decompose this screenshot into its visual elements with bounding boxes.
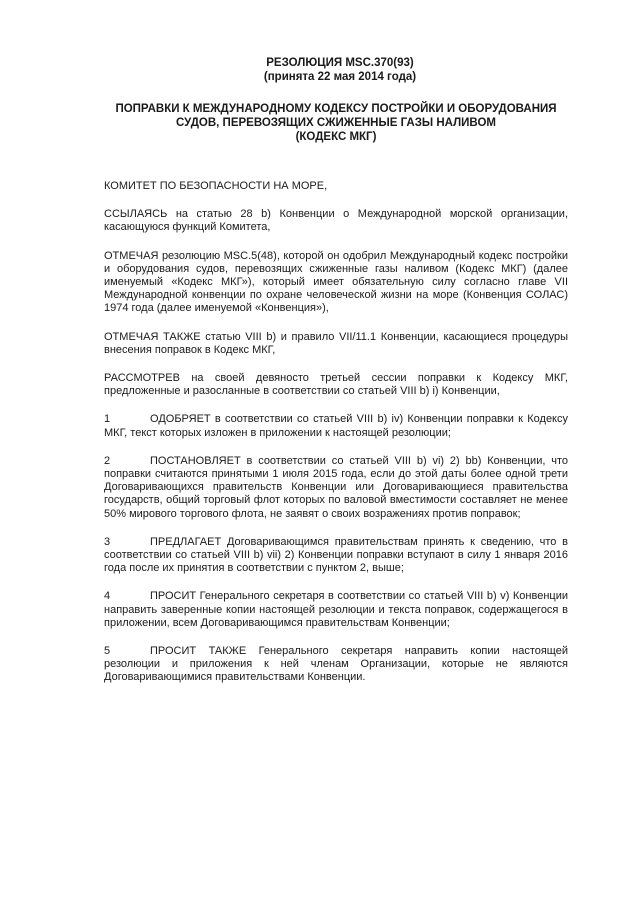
operative-text: в соответствии со статьей VIII b) iv) Конвенции поправки к Кодексу МКГ, текст которых изложен в приложении к настоящей резолюции; (104, 413, 568, 439)
resolution-header (112, 56, 568, 84)
committee-heading: КОМИТЕТ ПО БЕЗОПАСНОСТИ НА МОРЕ, (104, 180, 328, 192)
paragraph-number: 4 (104, 590, 111, 603)
operative-lead: ОДОБРЯЕТ (150, 413, 211, 426)
operative-text: Генерального секретаря направить копии настоящей резолюции и приложения к ней членам Организации, которые не являются Договаривающимися правительствами Конвенции. (104, 645, 568, 684)
adoption-date: (принята 22 мая 2014 года) (263, 71, 417, 83)
preamble-text: резолюцию MSC.5(48), которой он одобрил Международный кодекс постройки и оборудования судов, перевозящих сжиженные газы наливом (Кодекс МКГ) (далее именуемый «Кодекс МКГ»), который имеет обязательную силу согласно главе VII Международной конвенции по охране человеческой жизни на море (Конвенция СОЛАС) 1974 года (далее именуемой «Конвенция»), (104, 249, 568, 315)
operative-lead: ПРОСИТ ТАКЖЕ (150, 645, 247, 658)
preamble-lead: РАССМОТРЕВ (104, 372, 180, 385)
preamble-text: статью VIII b) и правило VII/11.1 Конвенции, касающиеся процедуры внесения поправок в Кодекс МКГ, (104, 330, 568, 356)
operative-lead: ПРЕДЛАГАЕТ (150, 535, 222, 548)
preamble-text: на статью 28 b) Конвенции о Международной морской организации, касающуюся функций Комитета, (104, 208, 568, 234)
preamble-paragraph (104, 331, 568, 357)
paragraph-number: 3 (104, 535, 111, 548)
paragraph-number: 2 (104, 454, 111, 467)
paragraph-number: 5 (104, 645, 111, 658)
document-title (104, 102, 568, 144)
preamble-paragraph (104, 208, 568, 234)
operative-lead: ПОСТАНОВЛЯЕТ (150, 454, 241, 467)
preamble-text: на своей девяносто третьей сессии поправки к Кодексу МКГ, предложенные и разосланные в соответствии со статьей VIII b) i) Конвенции, (104, 372, 568, 398)
preamble-lead: ОТМЕЧАЯ (104, 249, 159, 262)
title-line-2: СУДОВ, ПЕРЕВОЗЯЩИХ СЖИЖЕННЫЕ ГАЗЫ НАЛИВОМ (176, 117, 496, 129)
preamble-lead: ССЫЛАЯСЬ (104, 208, 168, 221)
operative-text: в соответствии со статьей VIII b) vi) 2) bb) Конвенции, что поправки считаются принятыми 1 июля 2015 года, если до этой даты более одной трети Договаривающихся правительств Конвенции или Договаривающиеся правительства государств, общий торговый флот которых по валовой вместимости составляет не менее 50% мирового торгового флота, не заявят о своих возражениях против поправок; (104, 454, 568, 520)
resolution-number: РЕЗОЛЮЦИЯ MSC.370(93) (266, 57, 414, 69)
operative-paragraph-5 (104, 645, 568, 685)
operative-paragraph-4 (104, 590, 568, 630)
operative-text: Генерального секретаря в соответствии со статьей VIII b) v) Конвенции направить заверенные копии настоящей резолюции и текста поправок, содержащегося в приложении, всем Договаривающимся правительствам Конвенции; (104, 590, 568, 629)
operative-text: Договаривающимся правительствам принять к сведению, что в соответствии со статьей VIII b) vii) 2) Конвенции поправки вступают в силу 1 января 2016 года после их принятия в соответствии с пунктом 2, выше; (104, 535, 568, 575)
operative-lead: ПРОСИТ (150, 590, 197, 603)
title-line-3: (КОДЕКС МКГ) (295, 131, 377, 143)
operative-paragraph-1 (104, 413, 568, 439)
preamble-paragraph (104, 372, 568, 398)
title-line-1: ПОПРАВКИ К МЕЖДУНАРОДНОМУ КОДЕКСУ ПОСТРОЙКИ И ОБОРУДОВАНИЯ (115, 103, 557, 115)
paragraph-number: 1 (104, 413, 111, 426)
operative-paragraph-2 (104, 455, 568, 521)
operative-paragraph-3 (104, 536, 568, 576)
preamble-lead: ОТМЕЧАЯ ТАКЖЕ (104, 330, 201, 343)
preamble-paragraph (104, 250, 568, 316)
